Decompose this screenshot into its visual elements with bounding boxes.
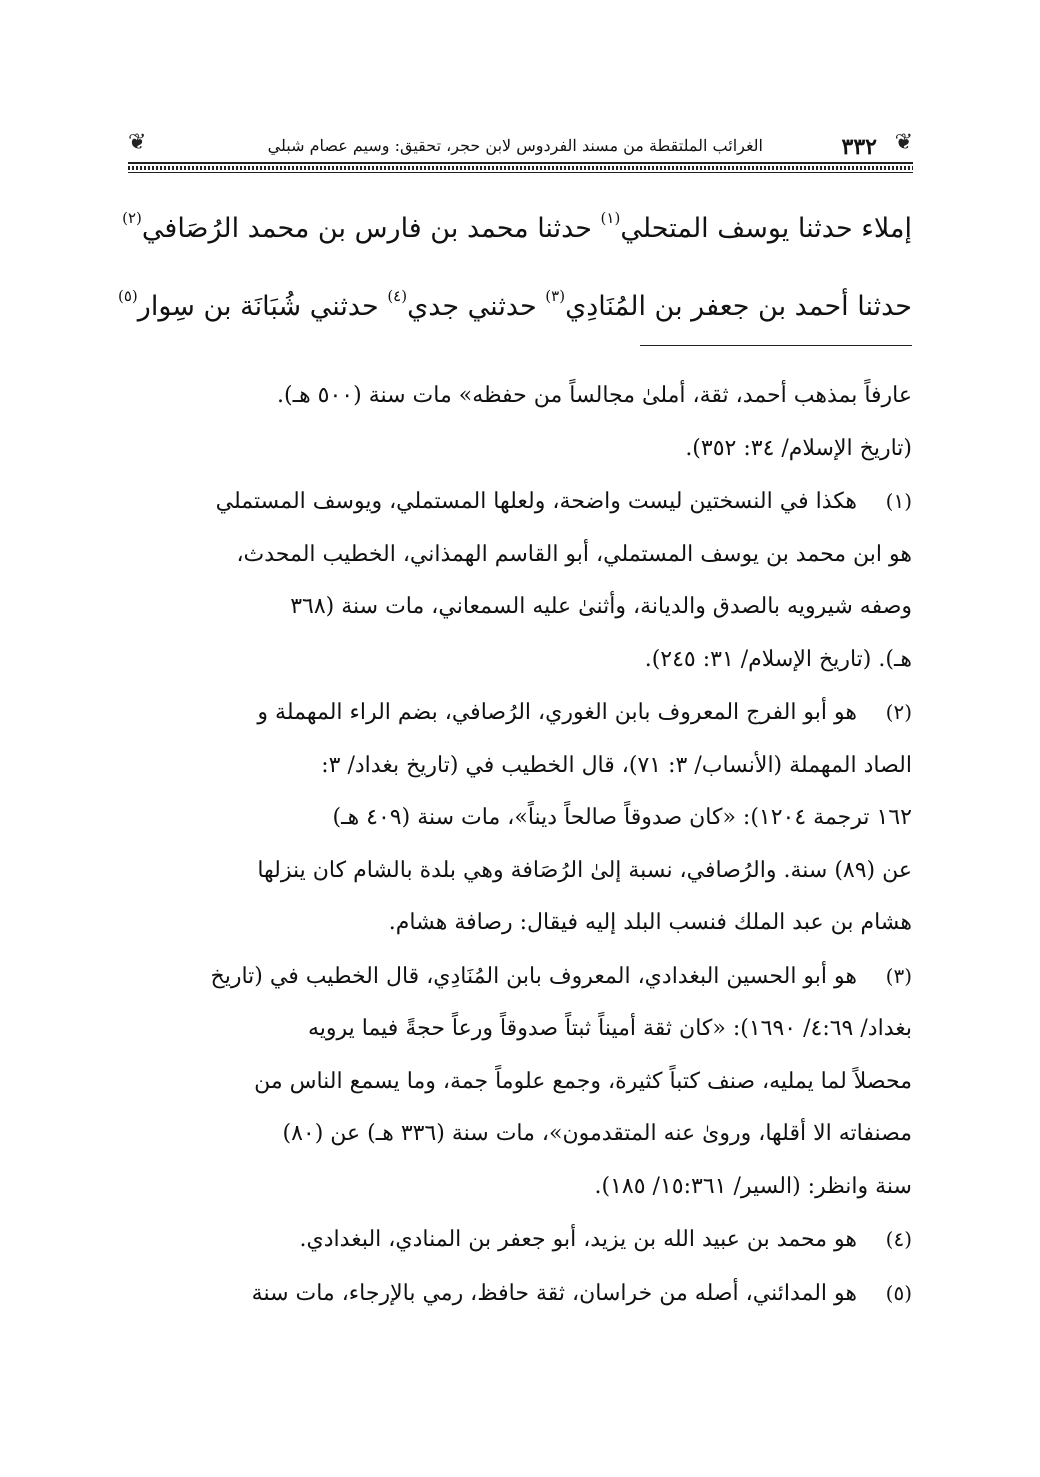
- main-text: [118, 190, 912, 346]
- running-header: [128, 128, 913, 174]
- footnote-2: [130, 686, 912, 950]
- footnote-reference[interactable]: (١): [600, 209, 621, 227]
- footnote-line: سنة وانظر: (السير/ ١٥:٣٦١/ ١٨٥).: [594, 1173, 912, 1199]
- footnote-5: [130, 1267, 912, 1321]
- main-text-segment: حدثنا محمد بن فارس بن محمد الرُصَافي: [141, 213, 601, 244]
- main-text-line-1: [122, 190, 912, 268]
- main-text-segment: حدثني جدي: [407, 291, 546, 322]
- footnote-reference[interactable]: (٣): [545, 287, 566, 305]
- footnote-line: الصاد المهملة (الأنساب/ ٣: ٧١)، قال الخطيب في (تاريخ بغداد/ ٣:: [321, 752, 912, 778]
- main-text-line-2: [118, 268, 912, 346]
- footnote-line: محصلاً لما يمليه، صنف كتباً كثيرة، وجمع علوماً جمة، وما يسمع الناس من: [254, 1068, 912, 1094]
- footnote-line: عن (٨٩) سنة. والرُصافي، نسبة إلىٰ الرُصَافة وهي بلدة بالشام كان ينزلها: [257, 857, 912, 883]
- header-rule-bottom: [128, 172, 913, 173]
- header-ornament-right-icon: ❦: [894, 130, 913, 155]
- page-number: ٣٣٢: [841, 134, 877, 160]
- main-text-segment: إملاء حدثنا يوسف المتحلي: [620, 213, 912, 244]
- footnote-line: هشام بن عبد الملك فنسب البلد إليه فيقال: رصافة هشام.: [388, 910, 912, 935]
- footnote-number: (٣): [885, 963, 912, 988]
- footnote-line: بغداد/ ٤:٦٩/ ١٦٩٠): «كان ثقة أميناً ثبتاً صدوقاً ورعاً حجةً فيما يرويه: [307, 1016, 912, 1041]
- main-text-segment: حدثني شُبَانَة بن سِوار: [137, 291, 388, 322]
- footnote-line: هو أبو الحسين البغدادي، المعروف بابن المُنَادِي، قال الخطيب في (تاريخ: [210, 963, 857, 989]
- footnote-line: هـ). (تاريخ الإسلام/ ٣١: ٢٤٥).: [644, 646, 912, 672]
- header-rule-decorative: [128, 166, 913, 170]
- footnote-number: (١): [885, 489, 912, 513]
- footnote-line: ١٦٢ ترجمة ١٢٠٤): «كان صدوقاً صالحاً ديناً»، مات سنة (٤٠٩ هـ): [332, 805, 912, 830]
- footnote-3: [130, 950, 912, 1214]
- footnote-continuation: [130, 370, 912, 475]
- footnote-1: [130, 475, 912, 686]
- footnote-reference[interactable]: (٤): [387, 287, 408, 305]
- footnote-number: (٢): [885, 700, 912, 724]
- footnote-separator: [640, 345, 912, 346]
- footnote-line: هو المدائني، أصله من خراسان، ثقة حافظ، رمي بالإرجاء، مات سنة: [251, 1280, 857, 1306]
- footnote-line: عارفاً بمذهب أحمد، ثقة، أملىٰ مجالساً من حفظه» مات سنة (٥٠٠ هـ).: [277, 383, 912, 408]
- footnote-number: (٤): [885, 1227, 912, 1251]
- footnote-line: هو محمد بن عبيد الله بن يزيد، أبو جعفر بن المنادي، البغدادي.: [299, 1227, 857, 1252]
- header-ornament-left-icon: ❦: [128, 130, 147, 155]
- footnote-number: (٥): [885, 1280, 912, 1305]
- main-text-segment: حدثنا أحمد بن جعفر بن المُنَادِي: [565, 291, 912, 322]
- footnote-4: [130, 1213, 912, 1267]
- footnotes: [130, 370, 912, 1320]
- footnote-reference[interactable]: (٥): [118, 287, 138, 305]
- footnote-line: (تاريخ الإسلام/ ٣٤: ٣٥٢).: [685, 435, 912, 461]
- footnote-line: وصفه شيرويه بالصدق والديانة، وأثنىٰ عليه السمعاني، مات سنة (٣٦٨: [290, 594, 912, 619]
- running-title: الغرائب الملتقطة من مسند الفردوس لابن حجر، تحقيق: وسيم عصام شبلي: [267, 136, 763, 155]
- footnote-line: مصنفاته الا أقلها، وروىٰ عنه المتقدمون»، مات سنة (٣٣٦ هـ) عن (٨٠): [282, 1121, 912, 1146]
- footnote-reference[interactable]: (٢): [122, 209, 142, 227]
- footnote-line: هكذا في النسختين ليست واضحة، ولعلها المستملي، ويوسف المستملي: [215, 489, 857, 514]
- footnote-line: هو ابن محمد بن يوسف المستملي، أبو القاسم الهمذاني، الخطيب المحدث،: [236, 541, 912, 567]
- header-rule-top: [128, 162, 913, 164]
- footnote-line: هو أبو الفرج المعروف بابن الغوري، الرُصافي، بضم الراء المهملة و: [257, 700, 857, 725]
